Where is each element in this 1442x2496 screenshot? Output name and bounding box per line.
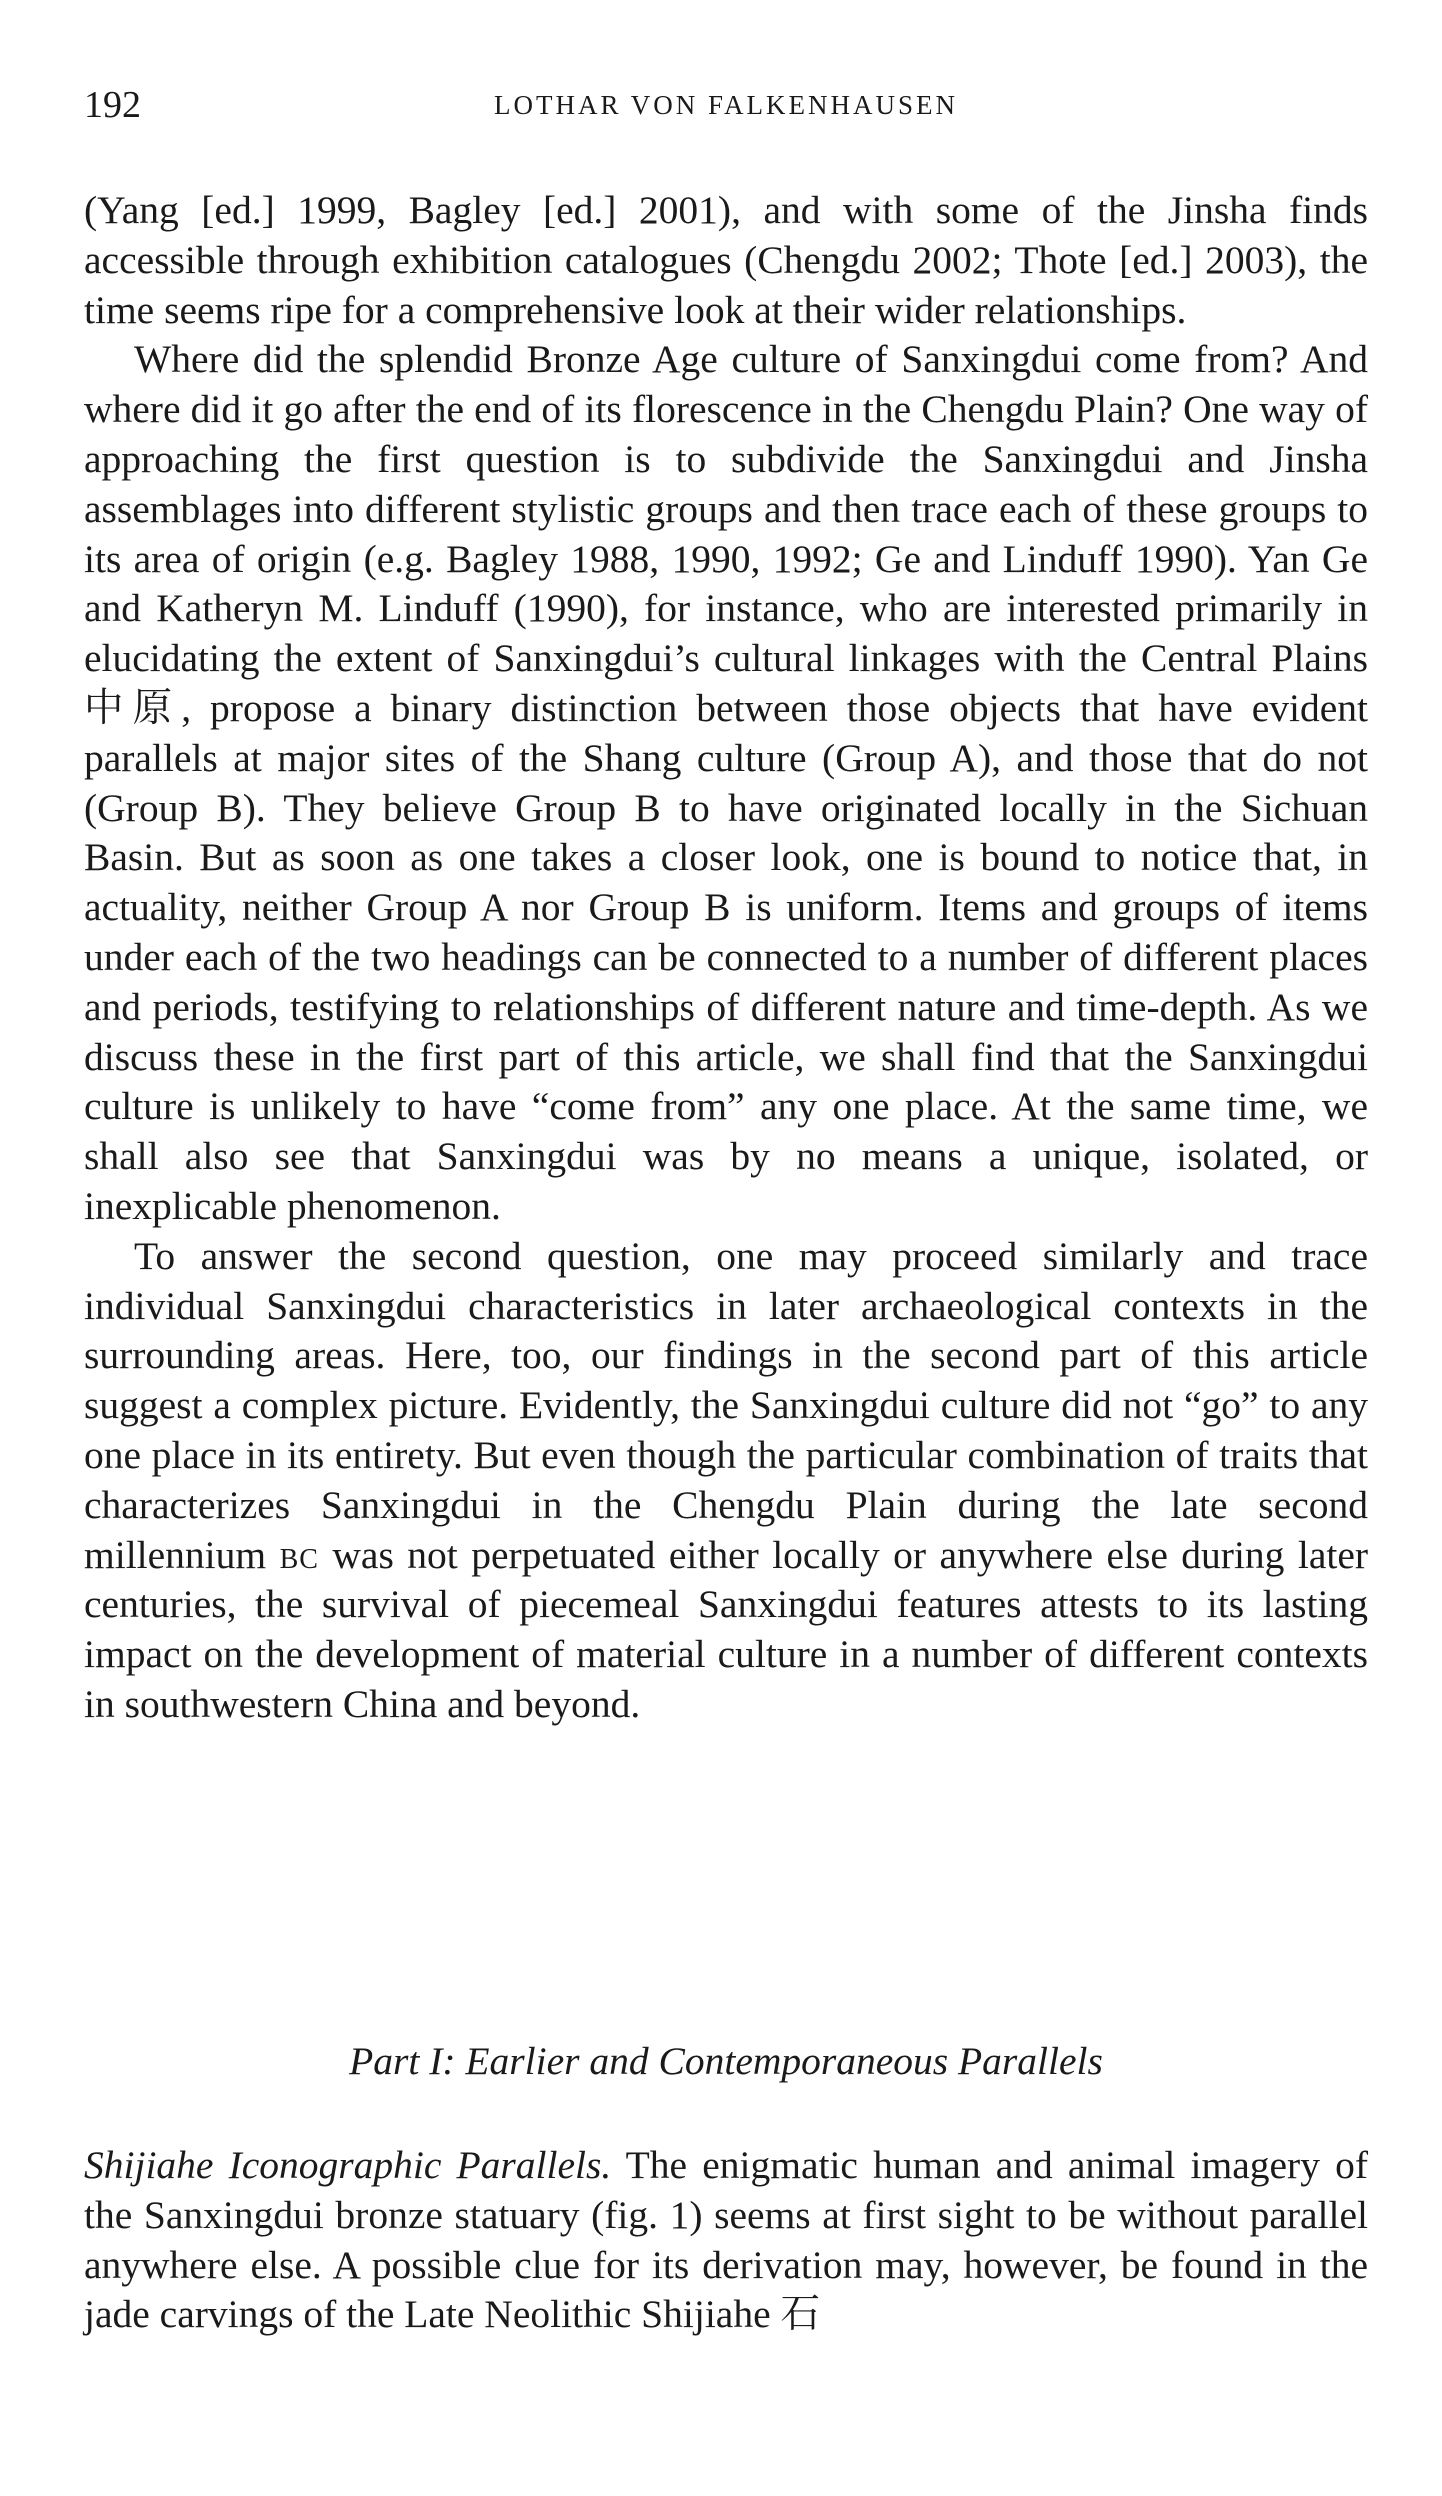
section-heading: Part I: Earlier and Contemporaneous Parallels [349, 2039, 1103, 2083]
paragraph-2: Where did the splendid Bronze Age culture of Sanxingdui come from? And where did it go after the end of its florescence in the Chengdu Plain? One way of approaching the first question is to subdivide the Sanxingdui and Jinsha assemblages into different stylistic groups and then trace each of these groups to its area of origin (e.g. Bagley 1988, 1990, 1992; Ge and Linduff 1990). Yan Ge and Katheryn M. Linduff (1990), for instance, who are interested primarily in elucidating the extent of Sanxingdui’s cultural linkages with the Central Plains 中原, propose a binary distinction between those objects that have evident parallels at major sites of the Shang culture (Group A), and those that do not (Group B). They believe Group B to have originated locally in the Sichuan Basin. But as soon as one takes a closer look, one is bound to notice that, in actuality, neither Group A nor Group B is uniform. Items and groups of items under each of the two headings can be connected to a number of different places and periods, testifying to relationships of different nature and time-depth. As we discuss these in the first part of this article, we shall find that the Sanxingdui culture is unlikely to have “come from” any one place. At the same time, we shall also see that Sanxingdui was by no means a unique, isolated, or inexplicable phenomenon. [84, 337, 1368, 1228]
section-subhead: Shijiahe Iconographic Parallels. [84, 2143, 612, 2187]
paragraph-3-text-b: was not perpetuated either locally or anywhere else during later centuries, the survival of piecemeal Sanxingdui features attests to its lasting impact on the development of material culture in a number of different contexts in southwestern China and beyond. [84, 1532, 1369, 1726]
running-head [84, 80, 1368, 130]
era-abbreviation: bc [279, 1532, 319, 1577]
section-paragraph-text: The enigmatic human and animal imagery of the Sanxingdui bronze statuary (fig. 1) seems at first sight to be without parallel anywhere else. A possible clue for its derivation may, however, be found in the jade carvings of the Late Neolithic Shijiahe 石 [84, 2143, 1368, 2337]
running-title: LOTHAR VON FALKENHAUSEN [494, 90, 958, 120]
body-text [84, 186, 1368, 1730]
page-number: 192 [84, 84, 141, 126]
paragraph-3-text-a: To answer the second question, one may proceed similarly and trace individual Sanxingdui characteristics in later archaeological contexts in the surrounding areas. Here, too, our findings in the second part of this article suggest a complex picture. Evidently, the Sanxingdui culture did not “go” to any one place in its entirety. But even though the particular combination of traits that characterizes Sanxingdui in the Chengdu Plain during the late second millennium [84, 1233, 1368, 1577]
section-paragraph [84, 2141, 1368, 2340]
paragraph-1: (Yang [ed.] 1999, Bagley [ed.] 2001), and with some of the Jinsha finds accessible through exhibition catalogues (Chengdu 2002; Thote [ed.] 2003), the time seems ripe for a comprehensive look at their wider relationships. [84, 188, 1368, 332]
paragraph-3 [84, 1232, 1368, 1730]
